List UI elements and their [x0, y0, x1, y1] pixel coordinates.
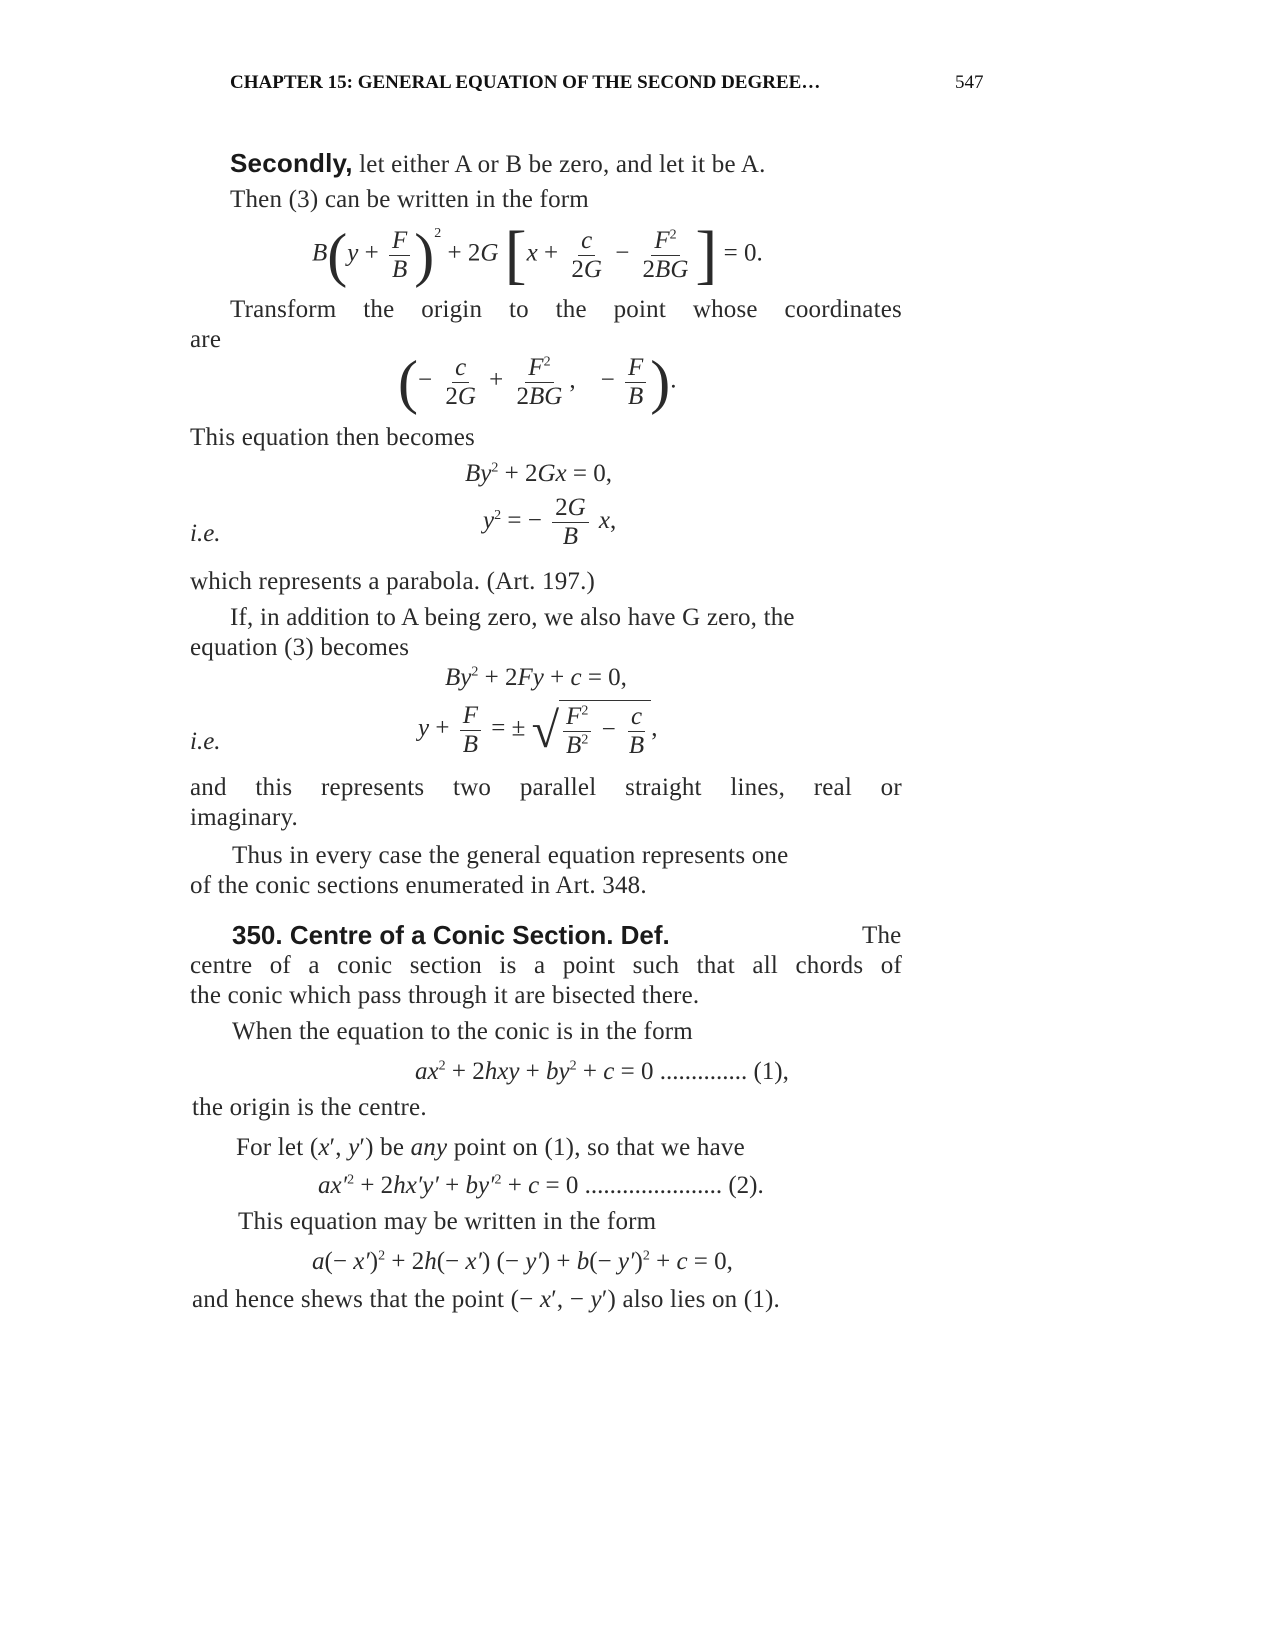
- secondly-text: let either A or B be zero, and let it be A.: [359, 151, 766, 178]
- equation-written: $a(- x')^2 + 2h(- x')$ (− $y') + b(- y')^2 + c = 0$,: [312, 1248, 733, 1275]
- forlet-text: For let (x′, y′) be any point on (1), so that we have: [236, 1134, 745, 1161]
- when-text: When the equation to the conic is in the form: [232, 1018, 693, 1045]
- ie-label-2: i.e.: [190, 728, 221, 755]
- equation-point-2: $ax'^2 + 2hx'y' + by'^2 + c = 0$ ...................... (2).: [318, 1172, 764, 1199]
- equation-conic-1: $ax^2 + 2hxy + by^2 + c = 0$ .............. (1),: [415, 1058, 789, 1085]
- transform-text: Transform the origin to the point whose coordinates: [230, 296, 902, 323]
- section-the: The: [862, 922, 902, 949]
- equation-origin-point: (− $\frac{c}{2G}$ + $\frac{F^2}{2BG}$ , − $\frac{F}{B}$ ).: [398, 349, 677, 415]
- conic-text: of the conic sections enumerated in Art. 348.: [190, 872, 647, 899]
- ie-label-1: i.e.: [190, 520, 221, 547]
- secondly-label: Secondly,: [230, 148, 353, 178]
- are-text: are: [190, 326, 222, 353]
- equation-parabola-1: $By^2 + 2Gx = 0$,: [465, 460, 612, 487]
- equation-lines-2: y + $\frac{F}{B}$ = ± √ $\frac{F^2}{B^2}$ − $\frac{c}{B}$ ,: [418, 701, 658, 759]
- written-text: This equation may be written in the form: [238, 1208, 657, 1235]
- page-number: 547: [955, 72, 984, 93]
- section-heading: 350. Centre of a Conic Section. Def.: [232, 920, 670, 950]
- imaginary-text: imaginary.: [190, 804, 298, 831]
- chapter-title: CHAPTER 15: GENERAL EQUATION OF THE SECOND DEGREE…: [230, 72, 821, 93]
- equation-lines-1: $By^2 + 2Fy + c = 0$,: [445, 664, 627, 691]
- thus-text: Thus in every case the general equation represents one: [232, 842, 789, 869]
- addition-text: If, in addition to A being zero, we also have G zero, the: [230, 604, 795, 631]
- centre-line-2: the conic which pass through it are bisected there.: [190, 982, 700, 1009]
- equation-parabola-2: $y^2$ = − $\frac{2G}{B}$ x,: [483, 494, 617, 550]
- parabola-text: which represents a parabola. (Art. 197.): [190, 568, 596, 595]
- equation-translated: B(y + $\frac{F}{B}$ )$^2$ + 2G [x + $\frac{c}{2G}$ − $\frac{F^2}{2BG}$ ] = 0.: [312, 218, 763, 291]
- centre-line-1: centre of a conic section is a point such that all chords of: [190, 952, 902, 979]
- hence-text: and hence shews that the point (− x′, − y′) also lies on (1).: [192, 1286, 780, 1313]
- equation3-text: equation (3) becomes: [190, 634, 410, 661]
- parallel-text: and this represents two parallel straight lines, real or: [190, 774, 902, 801]
- secondly-line: [230, 148, 766, 179]
- origin-text: the origin is the centre.: [192, 1094, 427, 1121]
- then-text: Then (3) can be written in the form: [230, 186, 589, 213]
- becomes-text: This equation then becomes: [190, 424, 475, 451]
